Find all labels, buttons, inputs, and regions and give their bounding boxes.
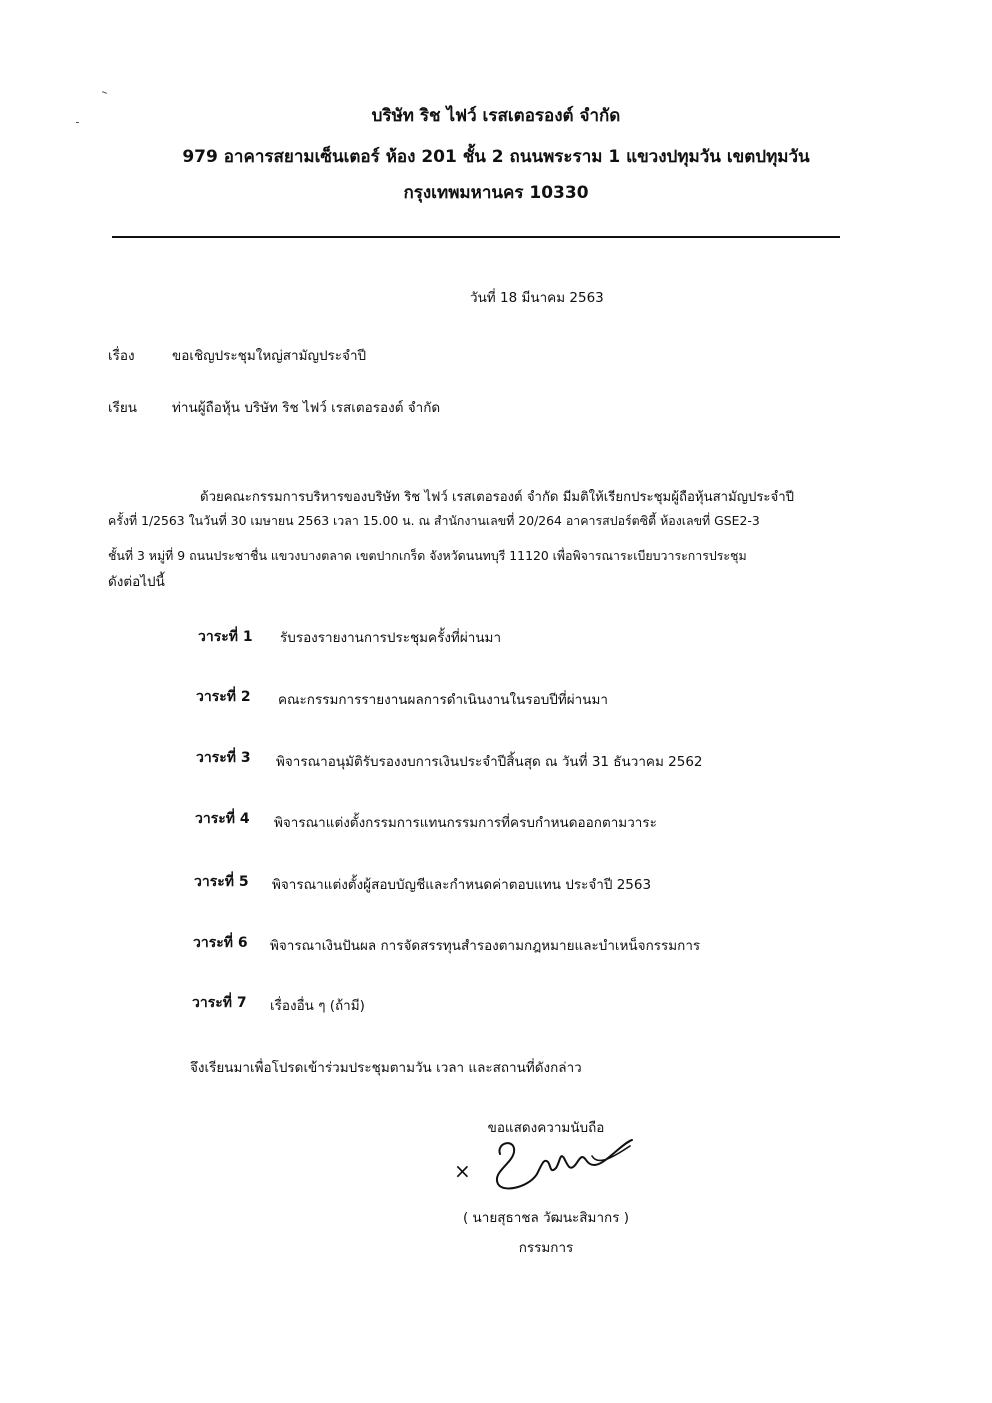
body-line-4: ดังต่อไปนี้ <box>108 574 165 590</box>
recipient-label: เรียน <box>108 400 138 416</box>
agenda-label-4: วาระที่ 4 <box>195 811 250 827</box>
letter-date: วันที่ 18 มีนาคม 2563 <box>470 290 604 306</box>
body-line-2: ครั้งที่ 1/2563 ในวันที่ 30 เมษายน 2563 เวลา 15.00 น. ณ สำนักงานเลขที่ 20/264 อาคารสปอร์ตซิตี้ ห้องเลขที่ GSE2-3 <box>108 513 760 528</box>
subject-label: เรื่อง <box>108 348 135 364</box>
signature-stroke <box>497 1140 632 1188</box>
agenda-label-5: วาระที่ 5 <box>194 874 249 890</box>
agenda-label-1: วาระที่ 1 <box>198 629 253 645</box>
header-divider <box>112 236 840 238</box>
agenda-label-2: วาระที่ 2 <box>196 689 251 705</box>
closing-statement: จึงเรียนมาเพื่อโปรดเข้าร่วมประชุมตามวัน เวลา และสถานที่ดังกล่าว <box>190 1060 582 1076</box>
agenda-label-6: วาระที่ 6 <box>193 935 248 951</box>
agenda-text-5: พิจารณาแต่งตั้งผู้สอบบัญชีและกำหนดค่าตอบแทน ประจำปี 2563 <box>272 877 652 893</box>
signature-tail <box>592 1146 630 1161</box>
regards-text: ขอแสดงความนับถือ <box>487 1120 605 1136</box>
agenda-text-3: พิจารณาอนุมัติรับรองงบการเงินประจำปีสิ้นสุด ณ วันที่ 31 ธันวาคม 2562 <box>276 754 703 770</box>
agenda-label-7: วาระที่ 7 <box>192 995 247 1011</box>
company-address-line-2: กรุงเทพมหานคร 10330 <box>403 183 589 203</box>
company-address-line-1: 979 อาคารสยามเซ็นเตอร์ ห้อง 201 ชั้น 2 ถนนพระราม 1 แขวงปทุมวัน เขตปทุมวัน <box>182 147 810 167</box>
signatory-title: กรรมการ <box>518 1240 574 1256</box>
company-name: บริษัท ริช ไฟว์ เรสเตอรองต์ จำกัด <box>371 106 621 126</box>
recipient-text: ท่านผู้ถือหุ้น บริษัท ริช ไฟว์ เรสเตอรองต์ จำกัด <box>172 400 441 416</box>
agenda-text-2: คณะกรรมการรายงานผลการดำเนินงานในรอบปีที่ผ่านมา <box>278 692 608 708</box>
signature-mark: × <box>454 1159 471 1183</box>
subject-text: ขอเชิญประชุมใหญ่สามัญประจำปี <box>172 348 367 364</box>
signature <box>452 1128 642 1198</box>
body-line-3: ชั้นที่ 3 หมู่ที่ 9 ถนนประชาชื่น แขวงบางตลาด เขตปากเกร็ด จังหวัดนนทบุรี 11120 เพื่อพิจารณาระเบียบวาระการประชุม <box>108 548 747 563</box>
agenda-text-4: พิจารณาแต่งตั้งกรรมการแทนกรรมการที่ครบกำหนดออกตามวาระ <box>274 815 657 831</box>
scan-speck <box>102 91 107 94</box>
body-line-1: ด้วยคณะกรรมการบริหารของบริษัท ริช ไฟว์ เรสเตอรองต์ จำกัด มีมติให้เรียกประชุมผู้ถือหุ้นสามัญประจำปี <box>200 490 795 505</box>
agenda-text-6: พิจารณาเงินปันผล การจัดสรรทุนสำรองตามกฎหมายและบำเหน็จกรรมการ <box>270 938 701 954</box>
signature-graphic <box>452 1128 642 1198</box>
agenda-text-7: เรื่องอื่น ๆ (ถ้ามี) <box>270 998 365 1014</box>
signatory-name: ( นายสุธาชล วัฒนะสิมากร ) <box>462 1210 630 1226</box>
agenda-label-3: วาระที่ 3 <box>196 750 251 766</box>
agenda-text-1: รับรองรายงานการประชุมครั้งที่ผ่านมา <box>280 630 502 646</box>
